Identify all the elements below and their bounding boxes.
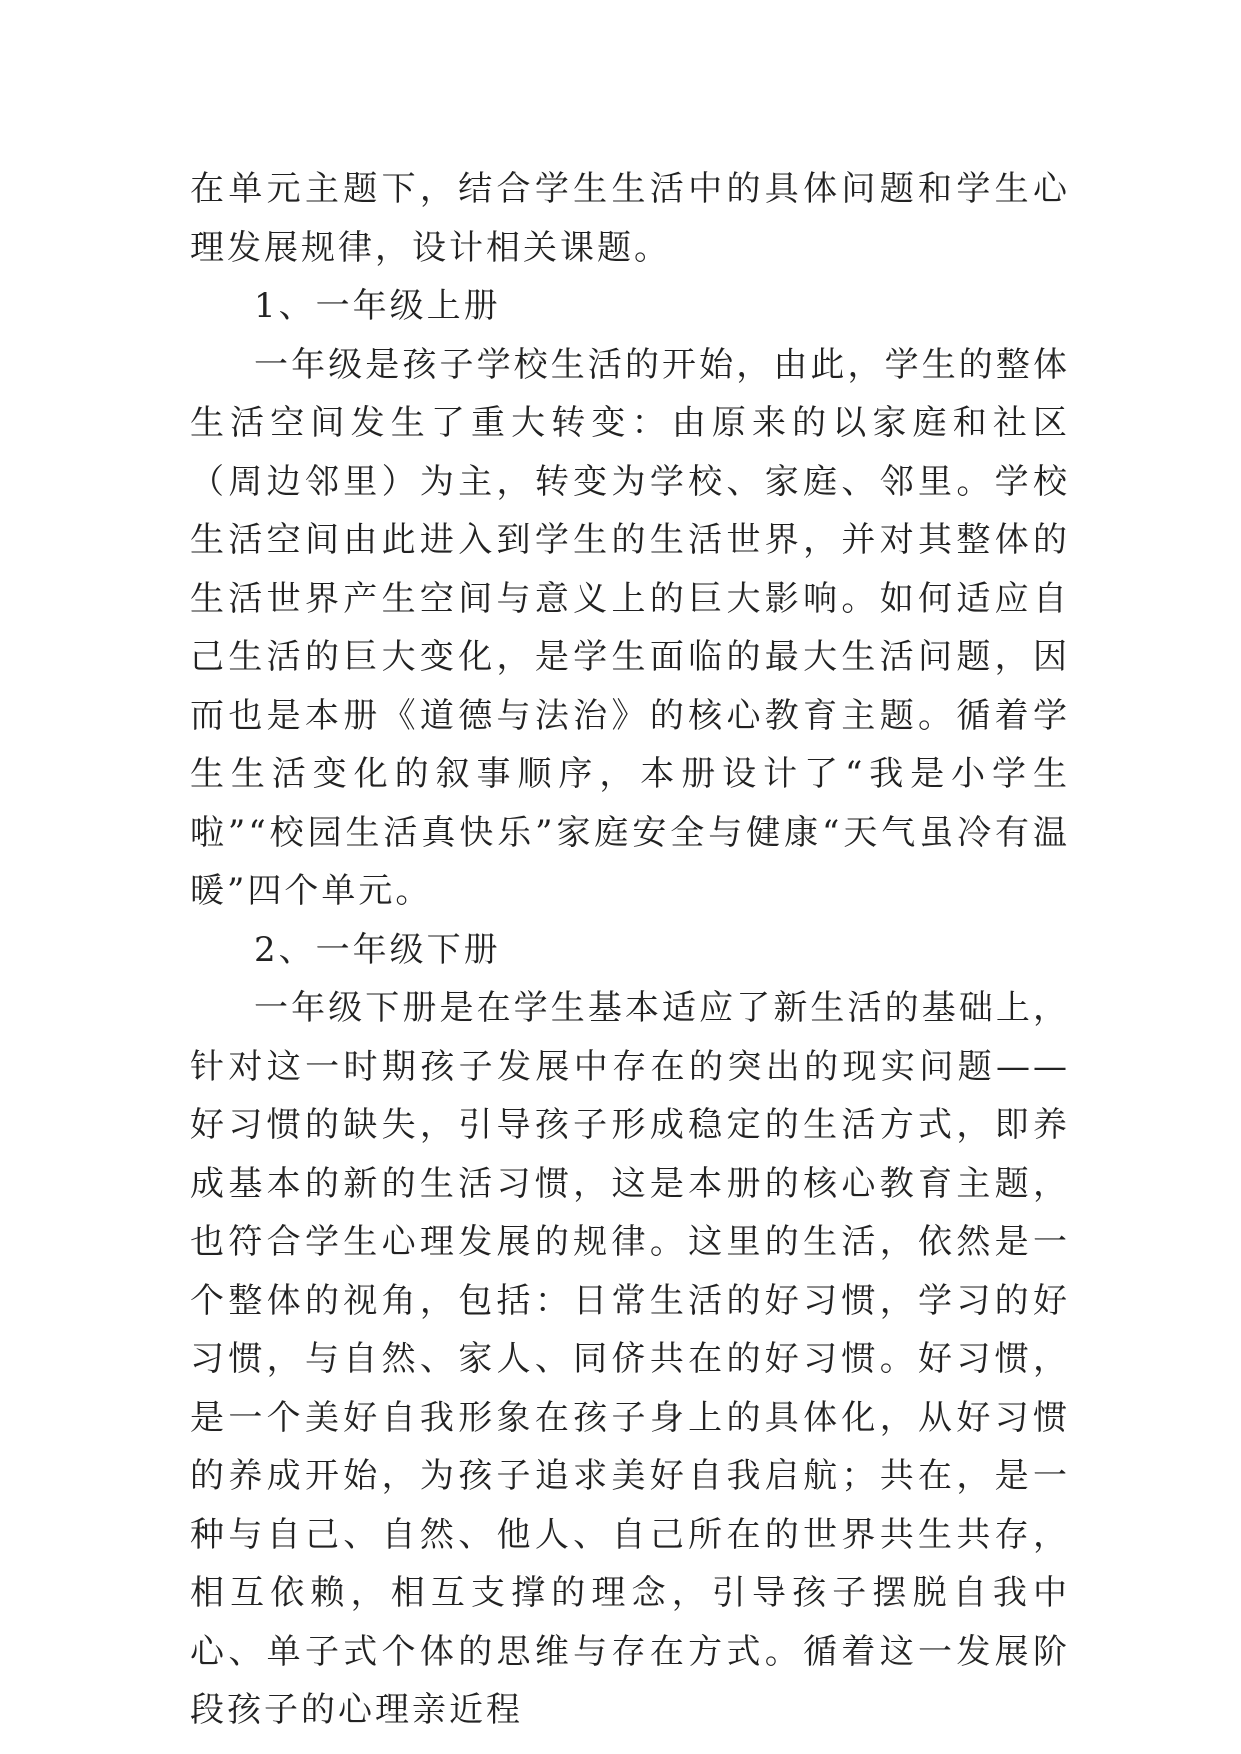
section-heading-grade1-second-term: 2、一年级下册 xyxy=(254,929,501,970)
section-heading-grade1-first-term: 1、一年级上册 xyxy=(254,286,501,326)
paragraph-continuation: 在单元主题下，结合学生生活中的具体问题和学生心理发展规律，设计相关课题。 xyxy=(190,169,1070,268)
paragraph-grade1-first-term: 一年级是孩子学校生活的开始，由此，学生的整体生活空间发生了重大转变：由原来的以家庭和社区（周边邻里）为主，转变为学校、家庭、邻里。学校生活空间由此进入到学生的生活世界，并对其整体的生活世界产生空间与意义上的巨大影响。如何适应自己生活的巨大变化，是学生面临的最大生活问题，因而也是本册《道德与法治》的核心教育主题。循着学生生活变化的叙事顺序，本册设计了“我是小学生啦”“校园生活真快乐”家庭安全与健康“天气虽冷有温暖”四个单元。 xyxy=(190,344,1070,911)
paragraph-grade1-second-term: 一年级下册是在学生基本适应了新生活的基础上，针对这一时期孩子发展中存在的突出的现实问题——好习惯的缺失，引导孩子形成稳定的生活方式，即养成基本的新的生活习惯，这是本册的核心教育主题，也符合学生心理发展的规律。这里的生活，依然是一个整体的视角，包括：日常生活的好习惯，学习的好习惯，与自然、家人、同侪共在的好习惯。好习惯，是一个美好自我形象在孩子身上的具体化，从好习惯的养成开始，为孩子追求美好自我启航；共在，是一种与自己、自然、他人、自己所在的世界共生共存，相互依赖，相互支撑的理念，引导孩子摆脱自我中心、单子式个体的思维与存在方式。循着这一发展阶段孩子的心理亲近程 xyxy=(190,988,1070,1730)
document-body xyxy=(190,160,1070,1740)
